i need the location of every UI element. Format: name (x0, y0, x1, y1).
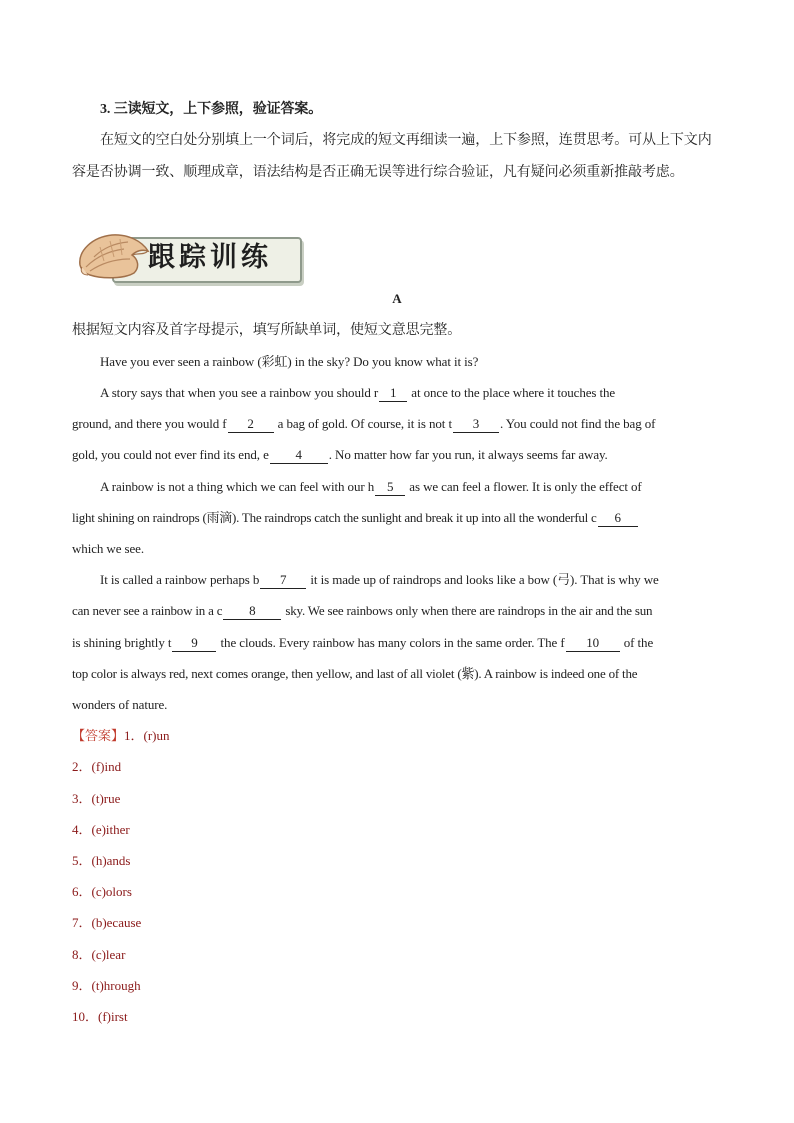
answer-item-9: 9．(t)hrough (72, 978, 141, 993)
blank-7[interactable]: 7 (260, 572, 306, 589)
section-3-paragraph-line-1: 在短文的空白处分别填上一个词后，将完成的短文再细读一遍，上下参照，连贯思考。可从上下文内 (100, 133, 712, 148)
blank-5[interactable]: 5 (375, 479, 405, 496)
answer-label: 【答案】 (72, 728, 125, 743)
blank-4[interactable]: 4 (270, 447, 328, 464)
passage-line-7: which we see. (72, 541, 144, 556)
banner-title: 跟踪训练 (148, 242, 272, 273)
passage-line-10: is shining brightly t 9 the clouds. Every rainbow has many colors in the same order. The f 10 of the (72, 635, 654, 650)
section-3-paragraph-line-2: 容是否协调一致、顺理成章，语法结构是否正确无误等进行综合验证，凡有疑问必须重新推敲考虑。 (72, 165, 684, 180)
blank-1[interactable]: 1 (379, 385, 407, 402)
blank-2[interactable]: 2 (228, 416, 274, 433)
passage-line-2: A story says that when you see a rainbow you should r 1 at once to the place where it touches the (100, 385, 616, 400)
answer-item-10: 10．(f)irst (72, 1009, 128, 1024)
answer-item-7: 7．(b)ecause (72, 915, 142, 930)
blank-9[interactable]: 9 (172, 635, 216, 652)
passage-line-4: gold, you could not ever find its end, e 4 . No matter how far you run, it always seems far away. (72, 447, 608, 462)
answer-item-4: 4．(e)ither (72, 822, 130, 837)
passage-label: A (392, 291, 402, 306)
conch-shell-icon (72, 227, 152, 283)
answer-item-5: 5．(h)ands (72, 853, 131, 868)
passage-line-5: A rainbow is not a thing which we can feel with our h 5 as we can feel a flower. It is only the effect of (100, 479, 642, 494)
blank-10[interactable]: 10 (566, 635, 620, 652)
passage-line-8: It is called a rainbow perhaps b 7 it is made up of raindrops and looks like a bow (弓). That is why we (100, 572, 659, 587)
section-3-heading: 3. 三读短文，上下参照，验证答案。 (100, 102, 323, 117)
answer-item-3: 3．(t)rue (72, 791, 121, 806)
practice-banner (72, 227, 300, 283)
passage-line-6: light shining on raindrops (雨滴). The raindrops catch the sunlight and break it up into all the wonderful c 6 (72, 508, 722, 528)
passage-line-9: can never see a rainbow in a c 8 sky. We see rainbows only when there are raindrops in the air and the sun (72, 603, 653, 618)
answer-item-1: 【答案】1．(r)un (72, 728, 170, 743)
passage-line-11: top color is always red, next comes orange, then yellow, and last of all violet (紫). A rainbow is indeed one of the (72, 666, 638, 681)
answer-item-8: 8．(c)lear (72, 947, 126, 962)
passage-instructions: 根据短文内容及首字母提示，填写所缺单词，使短文意思完整。 (72, 323, 462, 338)
blank-3[interactable]: 3 (453, 416, 499, 433)
blank-6[interactable]: 6 (598, 510, 638, 527)
blank-8[interactable]: 8 (223, 603, 281, 620)
passage-line-12: wonders of nature. (72, 697, 168, 712)
passage-line-1: Have you ever seen a rainbow (彩虹) in the sky? Do you know what it is? (100, 354, 479, 369)
answer-item-6: 6．(c)olors (72, 884, 132, 899)
passage-line-3: ground, and there you would f 2 a bag of gold. Of course, it is not t 3 . You could not find the bag of (72, 416, 656, 431)
answer-item-2: 2．(f)ind (72, 759, 122, 774)
